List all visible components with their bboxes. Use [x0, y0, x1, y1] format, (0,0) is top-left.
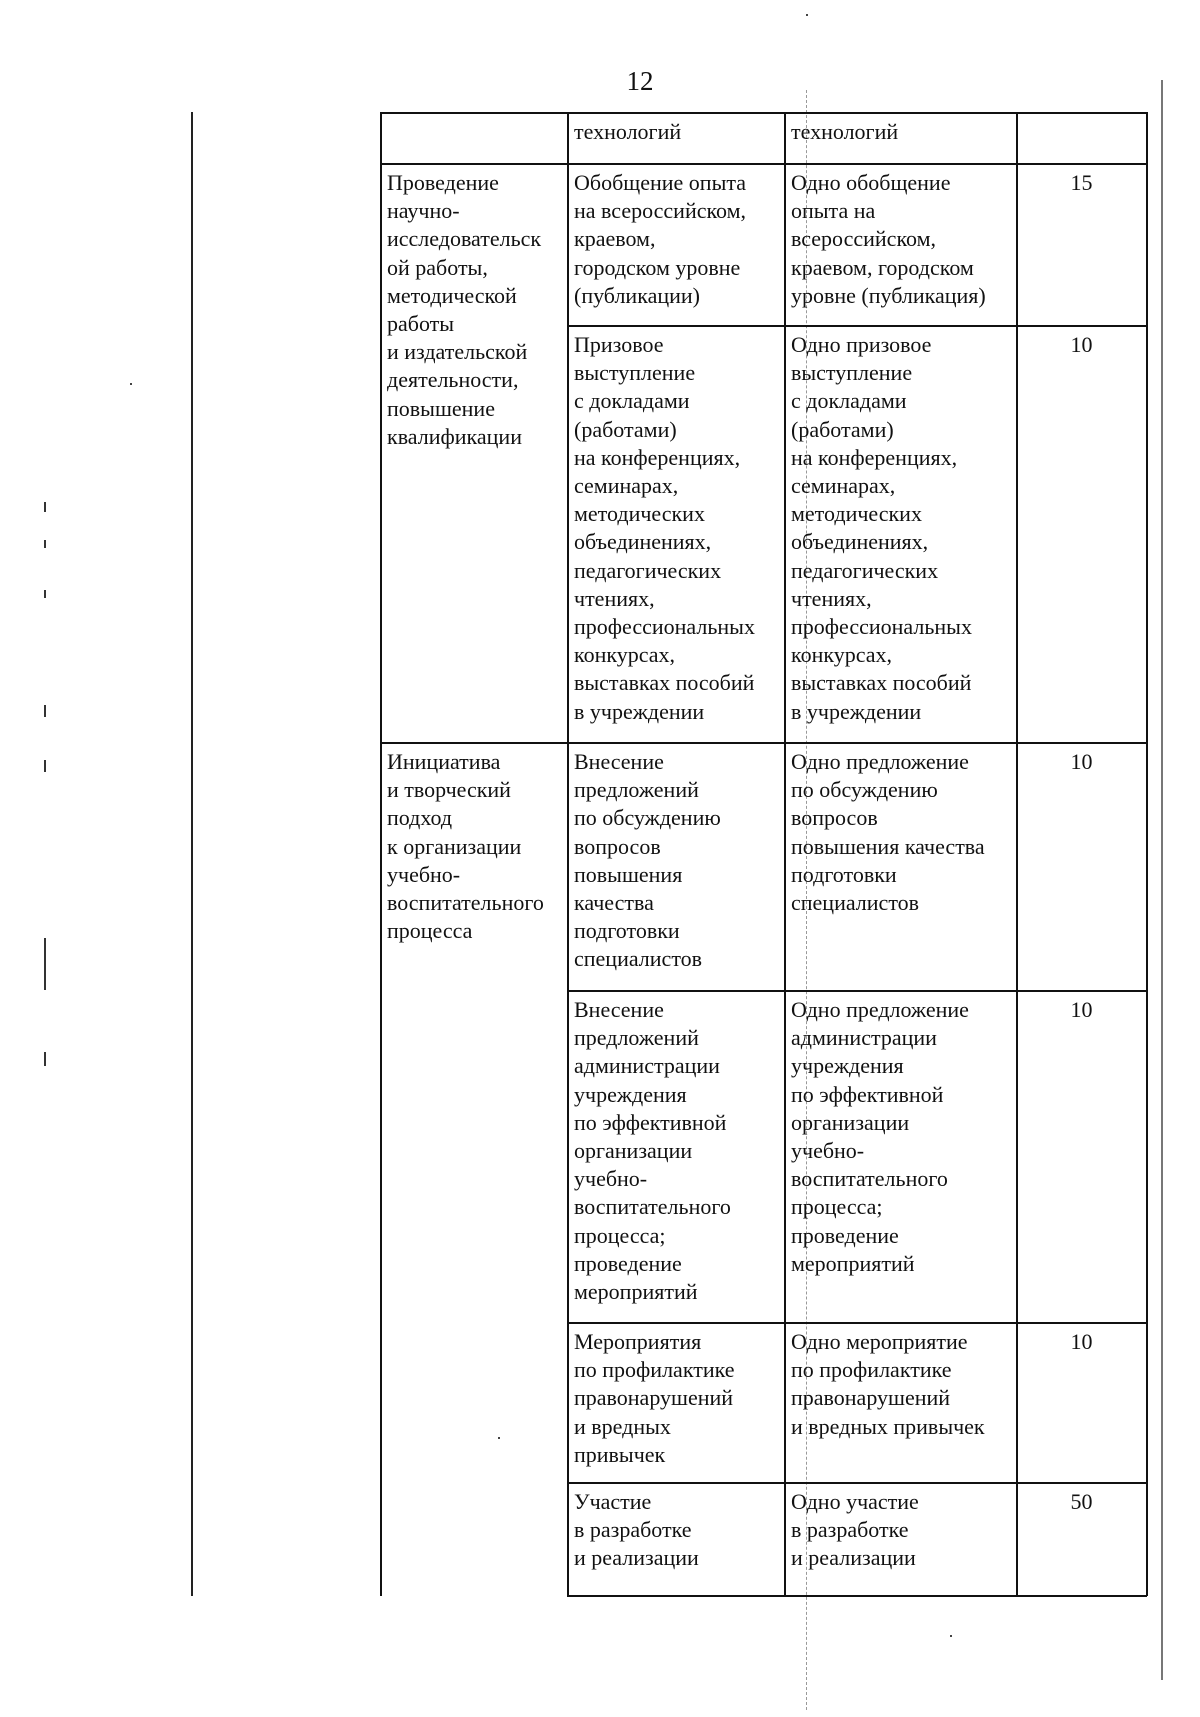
- scan-speck: [44, 502, 46, 512]
- header-criterion-cell: [380, 112, 567, 163]
- header-points-cell: [1016, 112, 1147, 163]
- scan-dot: [130, 383, 132, 385]
- scan-dot: [806, 14, 808, 16]
- scan-dot: [950, 1635, 952, 1637]
- indicator-cell: Внесение предложений администрации учреждения по эффективной организации учебно- воспитательного процесса; проведение мероприятий: [574, 997, 731, 1305]
- binding-margin-line: [191, 112, 193, 1596]
- scan-speck: [44, 1052, 46, 1066]
- indicator-cell: Обобщение опыта на всероссийском, краевом, городском уровне (публикации): [574, 170, 747, 308]
- measure-cell: Одно предложение администрации учреждения по эффективной организации учебно- воспитательного процесса; проведение мероприятий: [791, 997, 969, 1276]
- criteria-table: [380, 112, 1147, 1596]
- points-cell: 10: [1070, 997, 1093, 1022]
- scan-speck: [44, 590, 46, 598]
- indicator-cell: Внесение предложений по обсуждению вопросов повышения качества подготовки специалистов: [574, 749, 721, 972]
- measure-cell: Одно мероприятие по профилактике правонарушений и вредных привычек: [791, 1329, 985, 1439]
- measure-cell: Одно призовое выступление с докладами (работами) на конференциях, семинарах, методических объединениях, педагогических чтениях, профессиональных конкурсах, выставках пособий в учреждении: [791, 332, 972, 724]
- scan-speck: [44, 760, 46, 772]
- points-cell: 15: [1070, 170, 1093, 195]
- header-measure-cell: технологий: [791, 119, 899, 144]
- measure-cell: Одно участие в разработке и реализации: [791, 1489, 919, 1571]
- points-cell: 10: [1070, 332, 1093, 357]
- criterion-cell: Проведение научно- исследовательск ой работы, методической работы и издательской деятельности, повышение квалификации: [387, 170, 542, 449]
- scan-speck: [44, 938, 46, 990]
- indicator-cell: Мероприятия по профилактике правонарушений и вредных привычек: [574, 1329, 735, 1467]
- scan-edge-line: [1161, 80, 1163, 1680]
- scan-speck: [44, 705, 46, 717]
- indicator-cell: Призовое выступление с докладами (работами) на конференциях, семинарах, методических объединениях, педагогических чтениях, профессиональных конкурсах, выставках пособий в учреждении: [574, 332, 755, 724]
- scan-speck: [44, 540, 46, 548]
- points-cell: 10: [1070, 749, 1093, 774]
- measure-cell: Одно предложение по обсуждению вопросов повышения качества подготовки специалистов: [791, 749, 985, 916]
- points-cell: 10: [1070, 1329, 1093, 1354]
- indicator-cell: Участие в разработке и реализации: [574, 1489, 699, 1571]
- measure-cell: Одно обобщение опыта на всероссийском, краевом, городском уровне (публикация): [791, 170, 986, 308]
- page-number: 12: [626, 66, 654, 96]
- criterion-cell: Инициатива и творческий подход к организации учебно- воспитательного процесса: [387, 749, 544, 944]
- header-indicator-cell: технологий: [574, 119, 682, 144]
- points-cell: 50: [1070, 1489, 1093, 1514]
